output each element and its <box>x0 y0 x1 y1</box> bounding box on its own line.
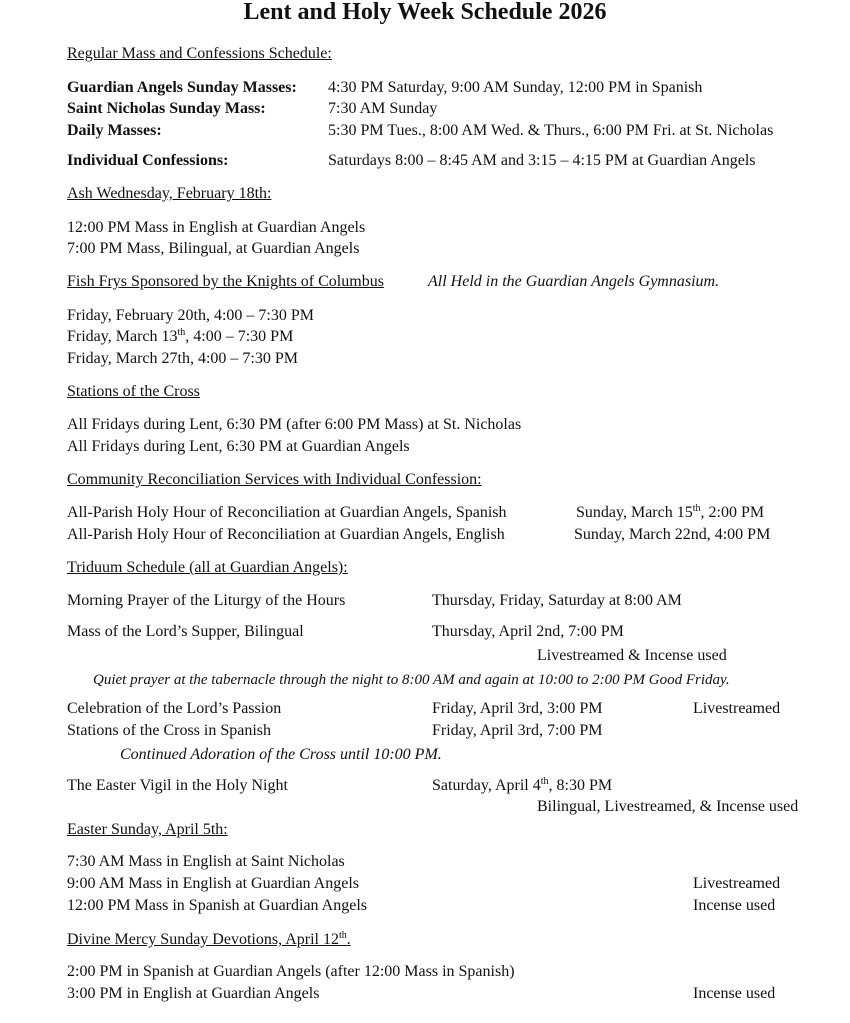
note: Livestreamed <box>693 875 781 892</box>
list-item: 7:00 PM Mass, Bilingual, at Guardian Angels <box>67 240 360 257</box>
event: 9:00 AM Mass in English at Guardian Angels <box>67 875 359 892</box>
section-heading-easter: Easter Sunday, April 5th: <box>67 821 228 838</box>
section-heading-regular: Regular Mass and Confessions Schedule: <box>67 45 332 62</box>
list-item: Friday, March 27th, 4:00 – 7:30 PM <box>67 350 298 367</box>
sup: th <box>692 503 701 514</box>
section-heading-triduum: Triduum Schedule (all at Guardian Angels): <box>67 559 348 576</box>
list-item: 12:00 PM Mass in English at Guardian Angels <box>67 219 366 236</box>
text: , 4:00 – 7:30 PM <box>185 328 294 345</box>
when: Thursday, Friday, Saturday at 8:00 AM <box>432 592 682 609</box>
list-item <box>67 328 293 346</box>
note: Bilingual, Livestreamed, & Incense used <box>537 798 799 815</box>
list-item: All Fridays during Lent, 6:30 PM (after 6:00 PM Mass) at St. Nicholas <box>67 416 522 433</box>
note: Livestreamed & Incense used <box>537 647 727 664</box>
value: 4:30 PM Saturday, 9:00 AM Sunday, 12:00 PM in Spanish <box>328 79 703 96</box>
when: Friday, April 3rd, 3:00 PM <box>432 700 603 717</box>
section-heading-ash: Ash Wednesday, February 18th: <box>67 185 272 202</box>
event: 7:30 AM Mass in English at Saint Nicholas <box>67 853 345 870</box>
label: Individual Confessions: <box>67 152 229 169</box>
event: 3:00 PM in English at Guardian Angels <box>67 985 320 1002</box>
event: Mass of the Lord’s Supper, Bilingual <box>67 623 304 640</box>
label: Daily Masses: <box>67 122 162 139</box>
quiet-note: Quiet prayer at the tabernacle through the night to 8:00 AM and again at 10:00 to 2:00 PM Good Friday. <box>93 672 730 688</box>
page-title: Lent and Holy Week Schedule 2026 <box>243 0 607 25</box>
event: Stations of the Cross in Spanish <box>67 722 272 739</box>
note: Livestreamed <box>693 700 781 717</box>
note: Incense used <box>693 897 776 914</box>
list-item: Friday, February 20th, 4:00 – 7:30 PM <box>67 307 314 324</box>
sup: th <box>540 776 549 787</box>
adoration-note: Continued Adoration of the Cross until 10:00 PM. <box>120 746 442 763</box>
text: . <box>346 931 351 948</box>
text: , 8:30 PM <box>548 777 613 794</box>
text: Divine Mercy Sunday Devotions, April 12 <box>67 931 339 948</box>
section-heading-mercy <box>67 931 351 949</box>
value: 5:30 PM Tues., 8:00 AM Wed. & Thurs., 6:00 PM Fri. at St. Nicholas <box>328 122 774 139</box>
event: All-Parish Holy Hour of Reconciliation at Guardian Angels, Spanish <box>67 504 507 521</box>
text: , 2:00 PM <box>700 504 765 521</box>
text: Friday, March 13 <box>67 328 178 345</box>
list-item: All Fridays during Lent, 6:30 PM at Guardian Angels <box>67 438 410 455</box>
sup: th <box>177 327 186 338</box>
event: 12:00 PM Mass in Spanish at Guardian Angels <box>67 897 367 914</box>
label: Guardian Angels Sunday Masses: <box>67 79 297 96</box>
event: 2:00 PM in Spanish at Guardian Angels (after 12:00 Mass in Spanish) <box>67 963 515 980</box>
value: 7:30 AM Sunday <box>328 100 438 117</box>
when: Friday, April 3rd, 7:00 PM <box>432 722 603 739</box>
sup: th <box>338 930 347 941</box>
text: Saturday, April 4 <box>432 777 541 794</box>
label: Saint Nicholas Sunday Mass: <box>67 100 266 117</box>
event: Morning Prayer of the Liturgy of the Hours <box>67 592 346 609</box>
event: Celebration of the Lord’s Passion <box>67 700 282 717</box>
event: The Easter Vigil in the Holy Night <box>67 777 288 794</box>
value: Saturdays 8:00 – 8:45 AM and 3:15 – 4:15 PM at Guardian Angels <box>328 152 756 169</box>
section-heading-fish: Fish Frys Sponsored by the Knights of Columbus <box>67 273 384 290</box>
when <box>576 504 764 522</box>
when: Thursday, April 2nd, 7:00 PM <box>432 623 624 640</box>
note: Incense used <box>693 985 776 1002</box>
when <box>432 777 612 795</box>
text: Sunday, March 15 <box>576 504 693 521</box>
section-heading-stations: Stations of the Cross <box>67 383 200 400</box>
event: All-Parish Holy Hour of Reconciliation at Guardian Angels, English <box>67 526 505 543</box>
fish-note: All Held in the Guardian Angels Gymnasium. <box>428 273 720 290</box>
section-heading-reconciliation: Community Reconciliation Services with Individual Confession: <box>67 471 482 488</box>
when: Sunday, March 22nd, 4:00 PM <box>574 526 771 543</box>
